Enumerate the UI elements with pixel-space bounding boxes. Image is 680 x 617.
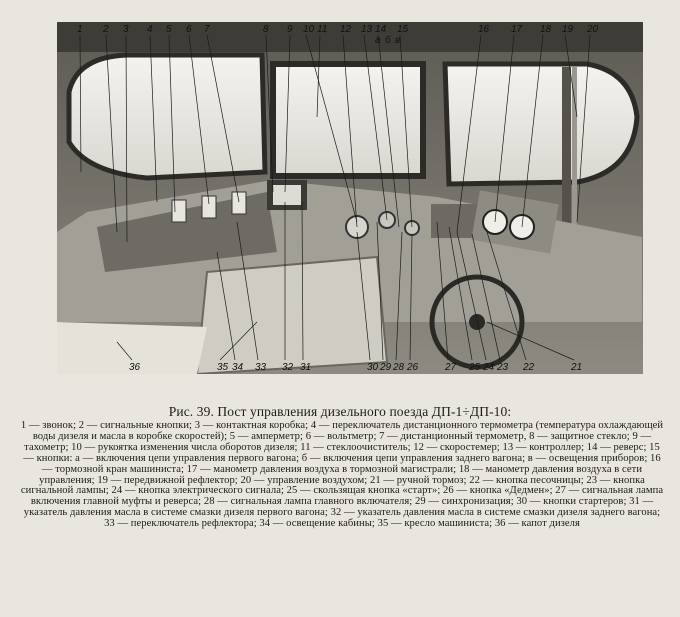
callout-number: 5: [166, 24, 172, 35]
callout-number: 35: [217, 362, 229, 373]
callout-number: 26: [407, 362, 419, 373]
callout-number: 9: [287, 24, 293, 35]
callout-number: 24: [483, 362, 495, 373]
switch-label: б: [385, 35, 391, 46]
callout-number: 30: [367, 362, 379, 373]
callout-number: 16: [478, 24, 490, 35]
figure-caption: Рис. 39. Пост управления дизельного поезда ДП-1÷ДП-10:: [168, 404, 512, 419]
callout-number: 17: [511, 24, 523, 35]
callout-number: 22: [523, 362, 535, 373]
callout-number: 4: [147, 24, 153, 35]
callout-number: 11: [317, 24, 328, 35]
callout-number: 14: [375, 24, 387, 35]
callout-number: 18: [540, 24, 552, 35]
callout-number: 15: [397, 24, 409, 35]
callout-number: 33: [255, 362, 267, 373]
callout-number: 36: [129, 362, 141, 373]
callout-number: 19: [562, 24, 574, 35]
callout-number: 28: [393, 362, 405, 373]
callout-number: 1: [77, 24, 83, 35]
callout-number: 29: [380, 362, 392, 373]
cab-illustration: [57, 22, 643, 374]
callout-number: 34: [232, 362, 244, 373]
callout-number: 8: [263, 24, 269, 35]
callout-number: 3: [123, 24, 129, 35]
callout-number: 25: [469, 362, 481, 373]
legend-text: 1 — звонок; 2 — сигнальные кнопки; 3 — контактная коробка; 4 — переключатель дистанционного термометра (температура охлаждающей воды дизеля и масла в коробке скоростей); 5 — амперметр; 6 — вольтметр; 7 — дистанционный термометр, 8 — защитное стекло; 9 — тахометр; 10 — рукоятка изменения числа оборотов дизеля; 11 — стеклоочиститель; 12 — скоростемер; 13 — контроллер; 14 — реверс; 15 — кнопки: а — включения цепи управления первого вагона; б — включения цепи управления заднего вагона; в — освещения приборов; 16 — тормозной кран машиниста; 17 — манометр давления воздуха в тормозной магистрали; 18 — манометр давления воздуха в сети управления; 19 — передвижной рефлектор; 20 — управление воздухом; 21 — ручной тормоз; 22 — кнопка песочницы; 23 — кнопка сигнальной лампы; 24 — кнопка электрического сигнала; 25 — скользящая кнопка «старт»; 26 — кнопка «Дедмен»; 27 — сигнальная лампа включения главной муфты и реверса; 28 — сигнальная лампа главного включателя; 29 — синхронизация; 30 — кнопки стартеров; 31 — указатель давления масла в системе смазки дизеля первого вагона; 32 — указатель давления масла в системе смазки дизеля заднего вагона; 33 — переключатель рефлектора; 34 — освещение кабины; 35 — кресло машиниста; 36 — капот дизеля: [20, 420, 664, 530]
callout-number: 27: [445, 362, 457, 373]
callout-number: 20: [587, 24, 599, 35]
callout-number: 13: [361, 24, 373, 35]
switch-label: а: [375, 35, 381, 46]
callout-number: 2: [103, 24, 109, 35]
callout-number: 7: [204, 24, 210, 35]
callout-number: 23: [497, 362, 509, 373]
callout-number: 32: [282, 362, 294, 373]
figure-legend: [20, 421, 664, 530]
callout-number: 10: [303, 24, 315, 35]
callout-number: 12: [340, 24, 352, 35]
callout-number: 31: [300, 362, 312, 373]
cab-photo: [57, 22, 643, 374]
callout-number: 6: [186, 24, 192, 35]
switch-label: в: [395, 35, 401, 46]
callout-number: 21: [571, 362, 583, 373]
